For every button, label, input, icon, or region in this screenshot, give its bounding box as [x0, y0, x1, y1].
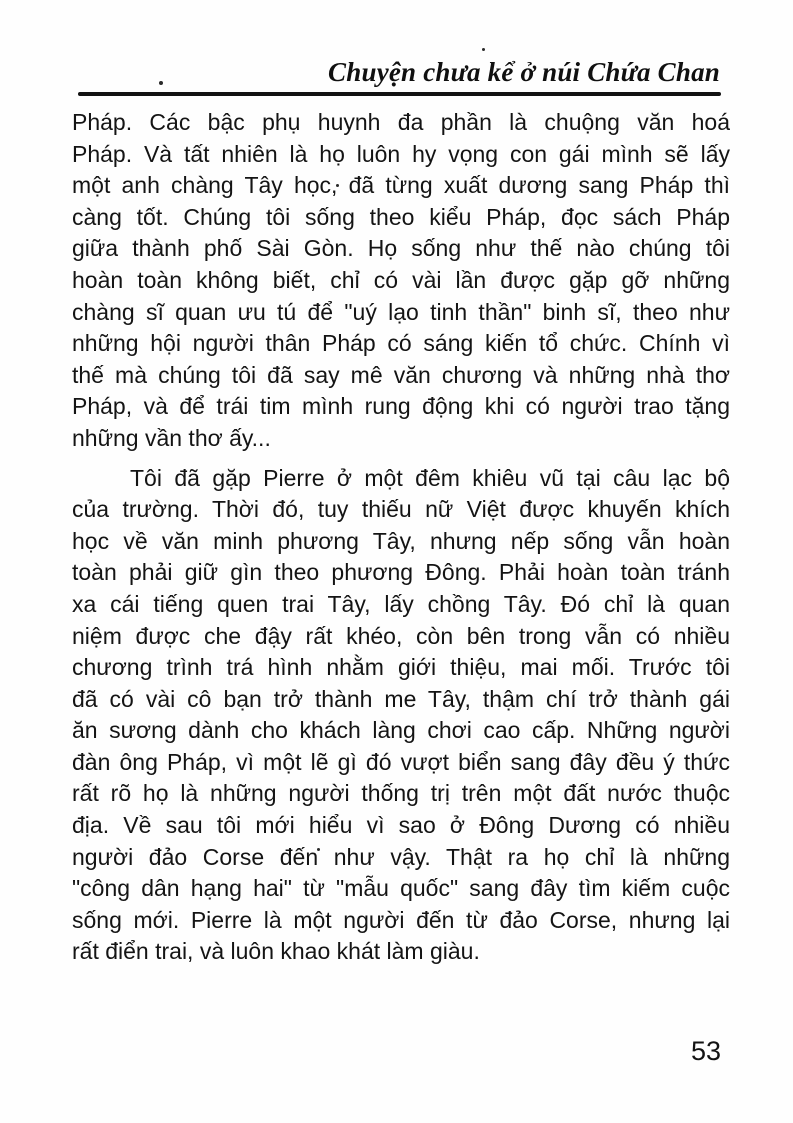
text-line: thế mà chúng tôi đã say mê văn chương và những nhà thơ [72, 361, 730, 388]
running-header-title: Chuyện chưa kể ở núi Chứa Chan [328, 57, 720, 87]
text-line: đàn ông Pháp, vì một lẽ gì đó vượt biển sang đây đều ý thức [72, 748, 730, 775]
text-line: rất điển trai, và luôn khao khát làm giàu. [72, 938, 480, 965]
scan-speck [159, 81, 163, 85]
text-line: chương trình trá hình nhằm giới thiệu, mai mối. Trước tôi [72, 654, 730, 681]
text-line: toàn phải giữ gìn theo phương Đông. Phải hoàn toàn tránh [72, 559, 730, 586]
text-line: xa cái tiếng quen trai Tây, lấy chồng Tây. Đó chỉ là quan [72, 590, 730, 617]
text-line: niệm được che đậy rất khéo, còn bên trong vẫn có nhiều [72, 622, 730, 649]
text-line: sống mới. Pierre là một người đến từ đảo Corse, nhưng lại [72, 906, 730, 933]
text-line: hoàn toàn không biết, chỉ có vài lần được gặp gỡ những [72, 266, 730, 293]
text-line: đã có vài cô bạn trở thành me Tây, thậm chí trở thành gái [72, 685, 730, 712]
paragraph [72, 107, 730, 455]
text-line: Pháp, và để trái tim mình rung động khi có người trao tặng [72, 393, 730, 420]
text-line: một anh chàng Tây học, đã từng xuất dương sang Pháp thì [72, 172, 730, 199]
text-line: chàng sĩ quan ưu tú để "uý lạo tinh thần" binh sĩ, theo như [72, 298, 730, 325]
text-line: Pháp. Các bậc phụ huynh đa phần là chuộng văn hoá [72, 109, 730, 135]
page-body [72, 107, 730, 968]
text-line: Pháp. Và tất nhiên là họ luôn hy vọng con gái mình sẽ lấy [72, 140, 730, 167]
text-line: của trường. Thời đó, tuy thiếu nữ Việt được khuyến khích [72, 496, 730, 523]
text-line: "công dân hạng hai" từ "mẫu quốc" sang đây tìm kiếm cuộc [72, 875, 730, 902]
text-line: địa. Về sau tôi mới hiểu vì sao ở Đông Dương có nhiều [72, 812, 730, 839]
text-line: rất rõ họ là những người thống trị trên một đất nước thuộc [72, 780, 730, 807]
text-line: ăn sương dành cho khách làng chơi cao cấp. Những người [72, 717, 730, 744]
text-line: học về văn minh phương Tây, nhưng nếp sống vẫn hoàn [72, 527, 730, 554]
scan-speck [482, 48, 485, 51]
text-line: giữa thành phố Sài Gòn. Họ sống như thế nào chúng tôi [72, 235, 730, 262]
text-line: Tôi đã gặp Pierre ở một đêm khiêu vũ tại câu lạc bộ [130, 464, 730, 491]
text-line: người đảo Corse đến như vậy. Thật ra họ chỉ là những [72, 843, 730, 870]
text-line: những vần thơ ấy... [72, 424, 271, 451]
page-number: 53 [690, 1036, 721, 1066]
header-rule [78, 92, 721, 96]
text-line: những hội người thân Pháp có sáng kiến tổ chức. Chính vì [72, 330, 730, 357]
paragraph [72, 463, 730, 969]
text-line: càng tốt. Chúng tôi sống theo kiểu Pháp, đọc sách Pháp [72, 203, 730, 230]
